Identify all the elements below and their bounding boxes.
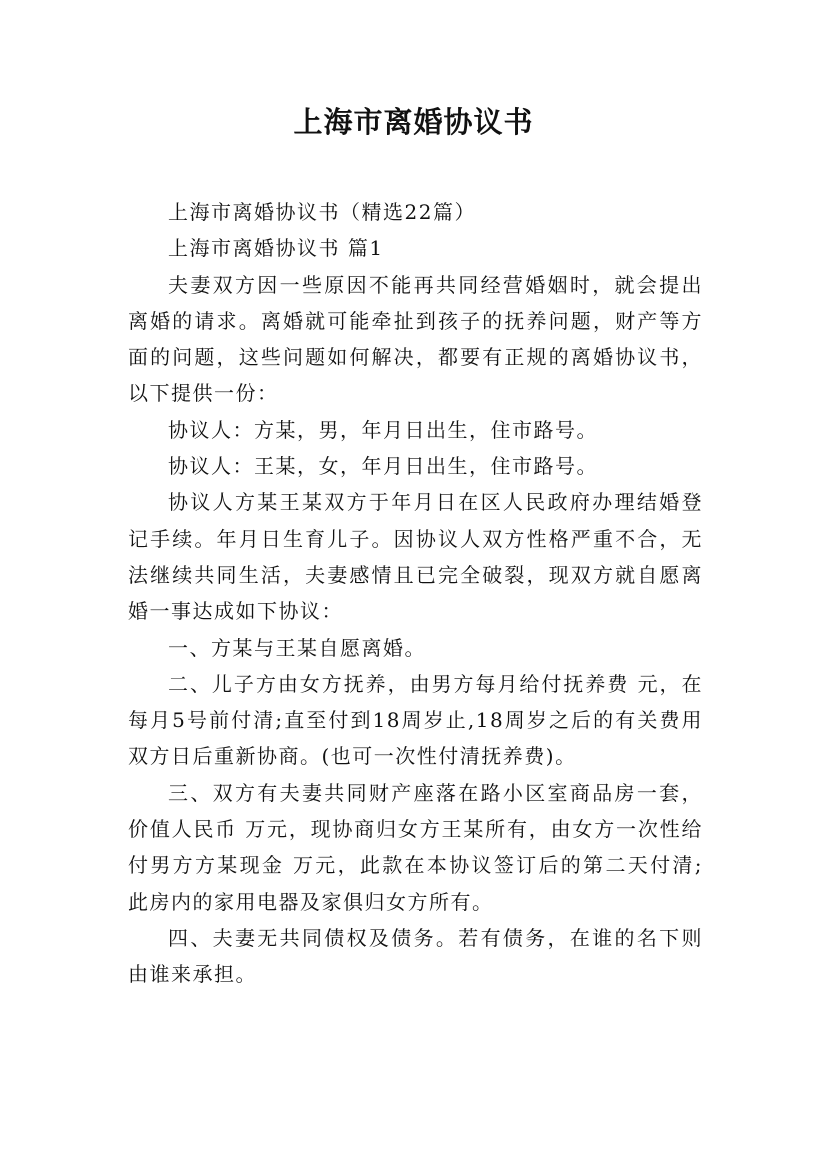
paragraph-clause-1: 一、方某与王某自愿离婚。 (168, 635, 426, 660)
paragraph-party-wife: 协议人：王某，女，年月日出生，住市路号。 (168, 454, 598, 479)
paragraph-section-heading: 上海市离婚协议书 篇1 (168, 236, 384, 261)
paragraph-clause-4: 四、夫妻无共同债权及债务。若有债务，在谁的名下则由谁来承担。 (128, 925, 703, 987)
paragraph-subtitle: 上海市离婚协议书（精选22篇） (168, 200, 476, 224)
paragraph-party-husband: 协议人：方某，男，年月日出生，住市路号。 (168, 417, 598, 442)
document-title: 上海市离婚协议书 (293, 105, 534, 139)
paragraph-clause-3: 三、双方有夫妻共同财产座落在路小区室商品房一套，价值人民币 万元，现协商归女方王某所有，由女方一次性给付男方方某现金 万元，此款在本协议签订后的第二天付清;此房内的家用电器及家俱归女方所有。 (128, 780, 703, 914)
paragraph-intro: 夫妻双方因一些原因不能再共同经营婚姻时，就会提出离婚的请求。离婚就可能牵扯到孩子的抚养问题，财产等方面的问题，这些问题如何解决，都要有正规的离婚协议书，以下提供一份： (128, 272, 703, 406)
paragraph-background: 协议人方某王某双方于年月日在区人民政府办理结婚登记手续。年月日生育儿子。因协议人双方性格严重不合，无法继续共同生活，夫妻感情且已完全破裂，现双方就自愿离婚一事达成如下协议： (128, 490, 703, 624)
document-body (128, 194, 703, 993)
paragraph-clause-2: 二、儿子方由女方抚养，由男方每月给付抚养费 元，在每月5号前付清;直至付到18周岁止,18周岁之后的有关费用双方日后重新协商。(也可一次性付清抚养费)。 (128, 671, 703, 769)
